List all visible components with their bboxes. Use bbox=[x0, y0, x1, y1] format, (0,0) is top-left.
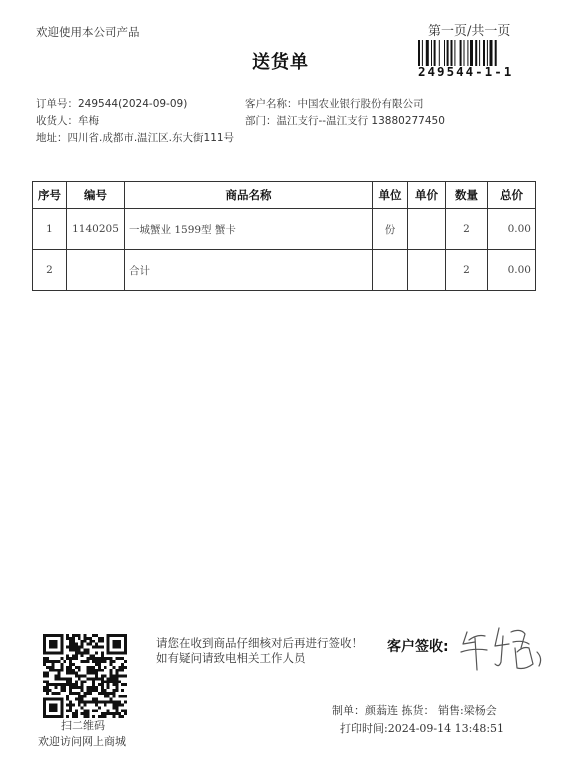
staff-info: 制单：颜蓊连 拣货： 销售:梁杨会 bbox=[332, 704, 497, 717]
cell-quantity: 2 bbox=[446, 250, 488, 291]
table-row bbox=[33, 250, 536, 291]
welcome-text: 欢迎使用本公司产品 bbox=[36, 25, 140, 39]
column-header-quantity: 数量 bbox=[446, 182, 488, 209]
column-header-index: 序号 bbox=[33, 182, 67, 209]
cell-product-name: 一城蟹业 1599型 蟹卡 bbox=[125, 209, 373, 250]
column-header-unit: 单位 bbox=[373, 182, 408, 209]
order-number: 订单号：249544(2024-09-09) bbox=[36, 98, 188, 110]
cell-code bbox=[67, 250, 125, 291]
customer-signature-label: 客户签收: bbox=[387, 639, 449, 655]
column-header-product-name: 商品名称 bbox=[125, 182, 373, 209]
cell-index: 2 bbox=[33, 250, 67, 291]
document-title: 送货单 bbox=[252, 52, 309, 73]
signing-notice: 请您在收到商品仔细核对后再进行签收！如有疑问请致电相关工作人员 bbox=[156, 636, 363, 665]
cell-unit bbox=[373, 250, 408, 291]
barcode-icon bbox=[418, 40, 522, 66]
cell-quantity: 2 bbox=[446, 209, 488, 250]
items-table bbox=[32, 181, 536, 291]
receiver-name: 收货人：牟梅 bbox=[36, 115, 99, 127]
cell-product-name: 合计 bbox=[125, 250, 373, 291]
cell-total: 0.00 bbox=[488, 250, 536, 291]
customer-name: 客户名称：中国农业银行股份有限公司 bbox=[245, 98, 424, 110]
delivery-address: 地址：四川省.成都市.温江区.东大街111号 bbox=[36, 132, 235, 144]
qr-caption: 扫二维码 bbox=[61, 719, 105, 732]
qr-caption-mall: 欢迎访问网上商城 bbox=[38, 735, 126, 748]
department-info: 部门：温江支行--温江支行 13880277450 bbox=[245, 115, 445, 127]
cell-code: 1140205 bbox=[67, 209, 125, 250]
cell-unit-price bbox=[408, 209, 446, 250]
column-header-total: 总价 bbox=[488, 182, 536, 209]
qr-code-icon[interactable] bbox=[43, 634, 127, 718]
barcode-number: 249544-1-1 bbox=[418, 64, 514, 79]
print-time: 打印时间:2024-09-14 13:48:51 bbox=[340, 722, 505, 735]
table-row bbox=[33, 209, 536, 250]
cell-index: 1 bbox=[33, 209, 67, 250]
column-header-code: 编号 bbox=[67, 182, 125, 209]
cell-total: 0.00 bbox=[488, 209, 536, 250]
column-header-unit-price: 单价 bbox=[408, 182, 446, 209]
page-indicator: 第一页/共一页 bbox=[428, 24, 511, 39]
cell-unit-price bbox=[408, 250, 446, 291]
table-header-row bbox=[33, 182, 536, 209]
handwritten-signature bbox=[455, 618, 555, 678]
cell-unit: 份 bbox=[373, 209, 408, 250]
